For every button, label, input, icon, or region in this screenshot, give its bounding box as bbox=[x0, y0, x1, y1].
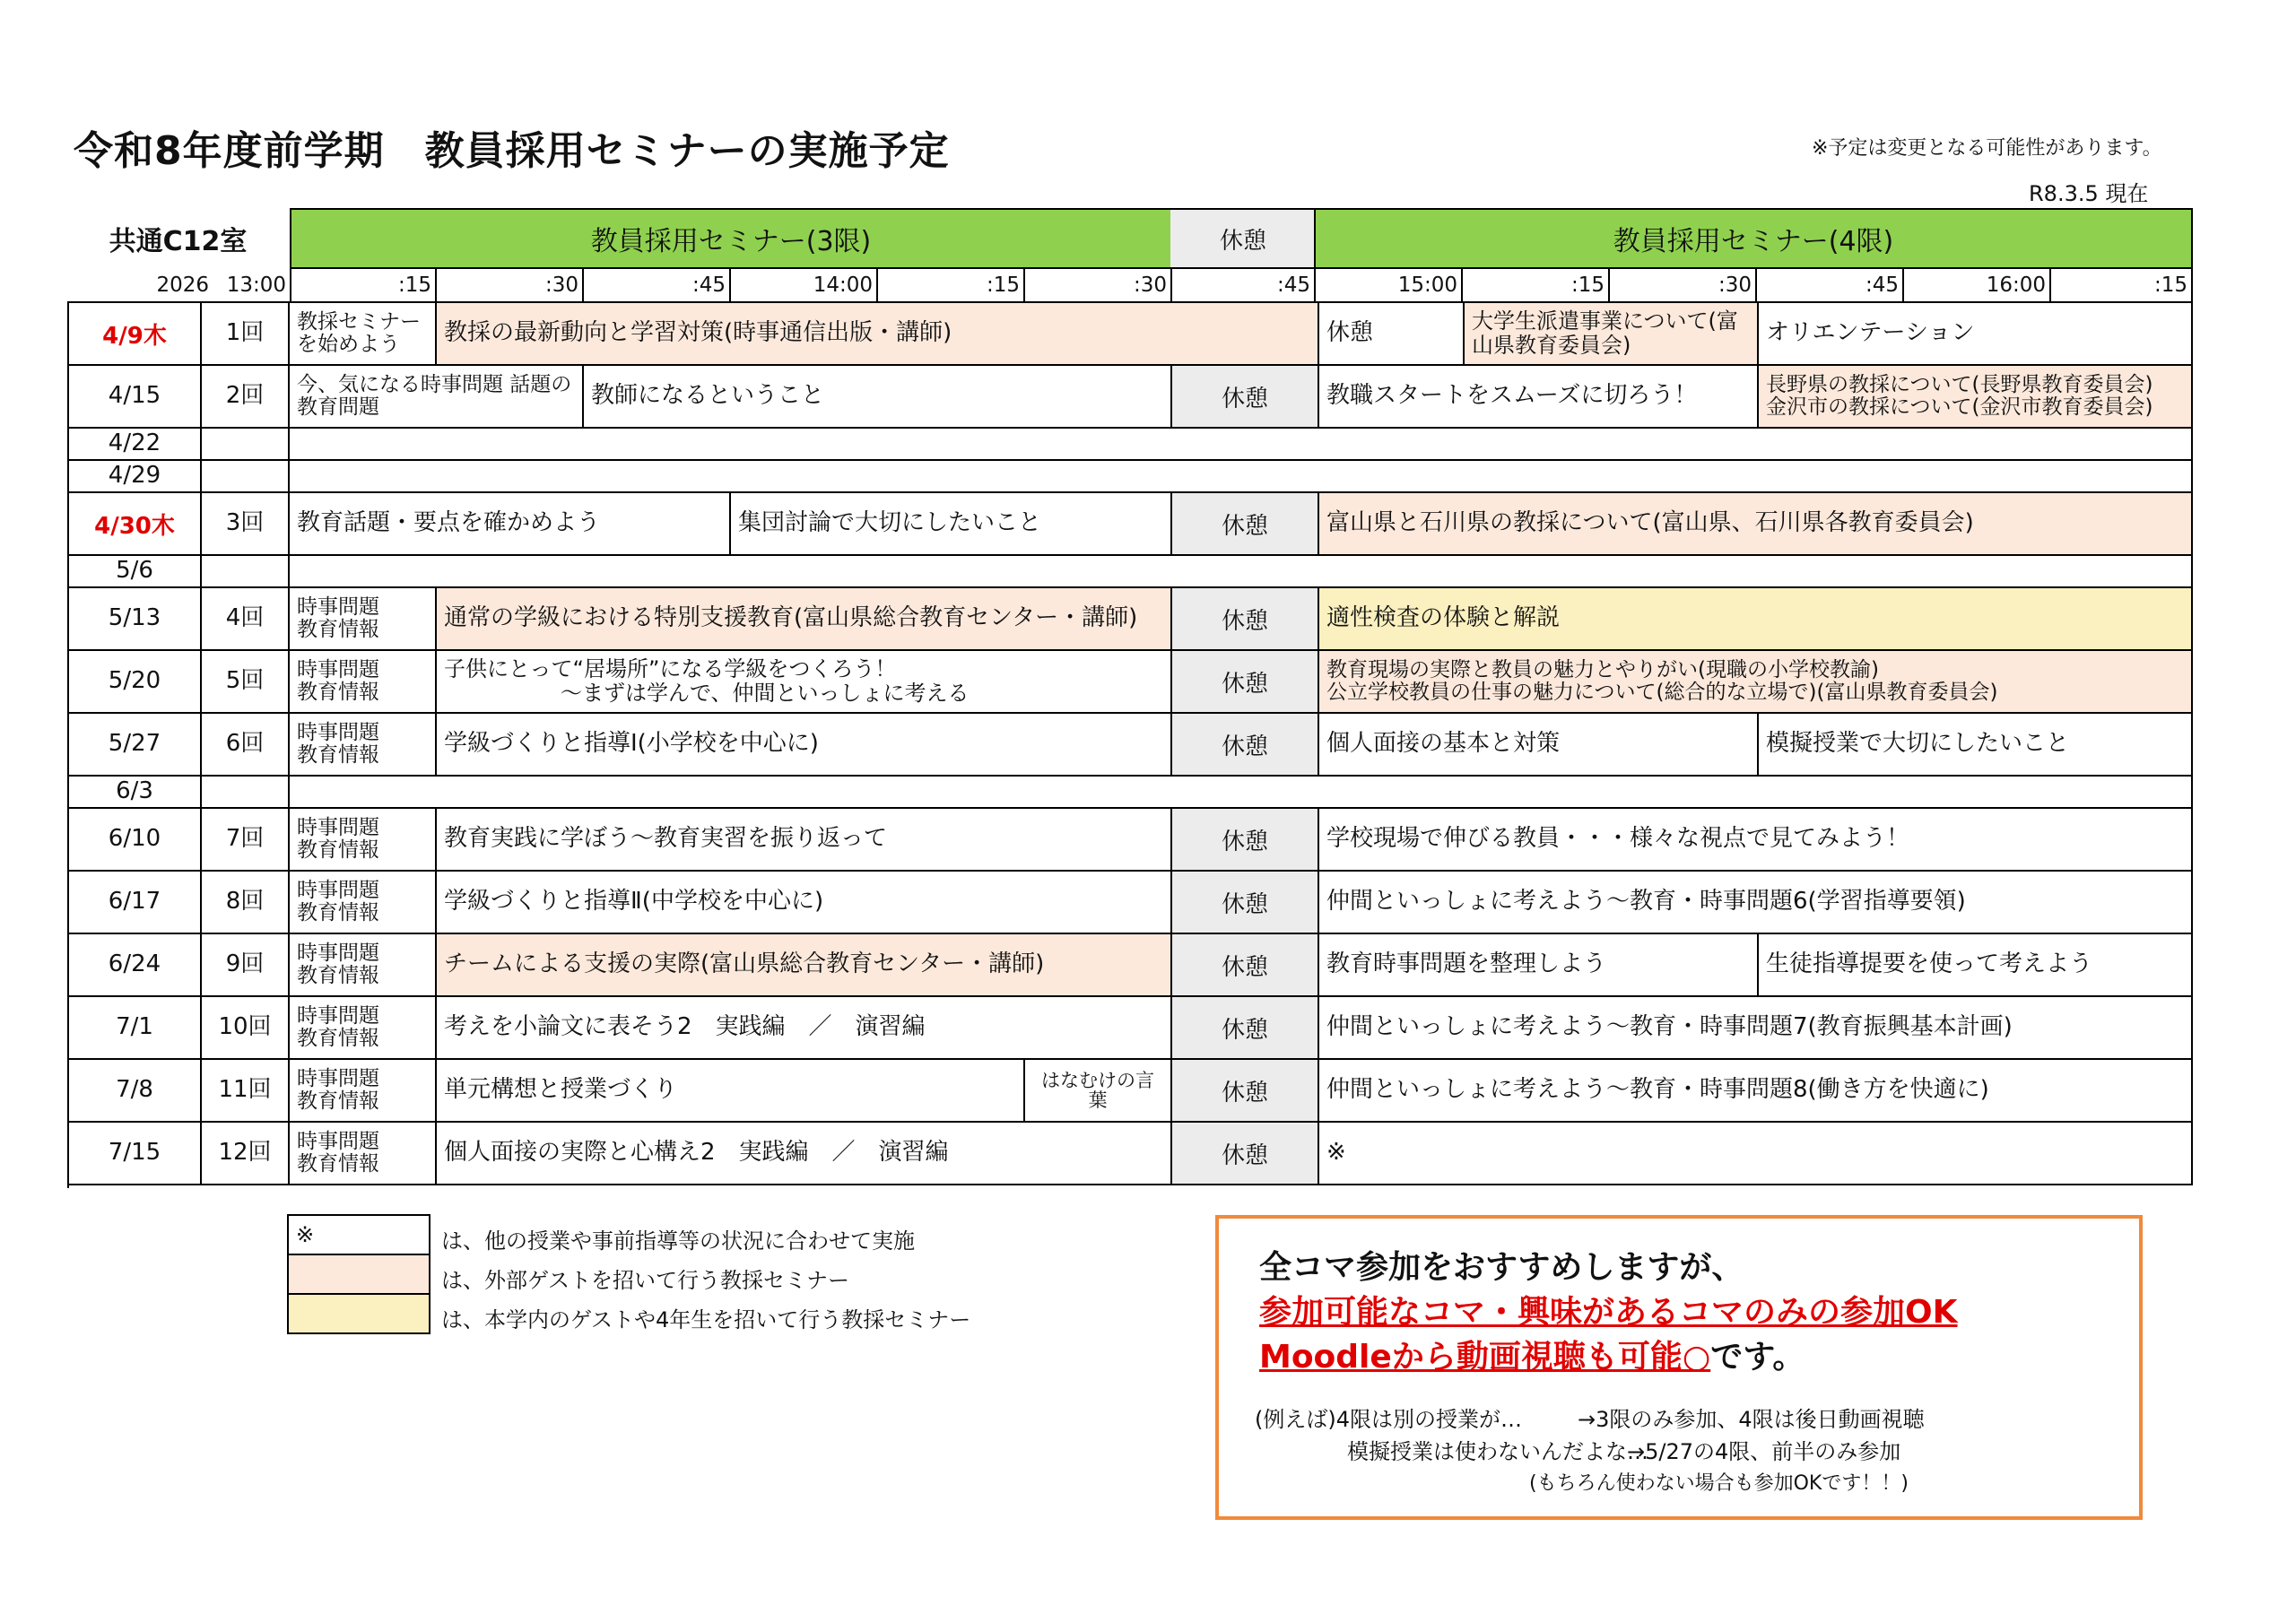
time-tick: :30 bbox=[437, 269, 584, 301]
legend-swatch-external bbox=[287, 1254, 430, 1295]
session-3-cell: 教育話題・要点を確かめよう bbox=[290, 493, 731, 556]
row-date: 7/8 bbox=[69, 1060, 202, 1123]
session-number: 10回 bbox=[202, 997, 290, 1060]
row-date: 6/10 bbox=[69, 809, 202, 872]
time-tick: :30 bbox=[1610, 269, 1757, 301]
session-number: 4回 bbox=[202, 588, 290, 651]
empty-row bbox=[290, 429, 2193, 461]
schedule-body bbox=[67, 301, 2193, 1188]
room-label: 共通C12室 bbox=[109, 226, 248, 257]
session-4-cell: オリエンテーション bbox=[1759, 303, 2193, 366]
promo-line bbox=[1259, 1332, 1805, 1377]
session-3-line: ～まずは学んで、仲間といっしょに考える bbox=[561, 681, 970, 706]
topic-line: 時事問題 bbox=[297, 1004, 379, 1028]
session-number: 2回 bbox=[202, 366, 290, 429]
empty-cell bbox=[202, 556, 290, 588]
row-date: 4/22 bbox=[69, 429, 202, 461]
empty-cell bbox=[202, 777, 290, 809]
row-date: 6/24 bbox=[69, 934, 202, 997]
time-tick: 15:00 bbox=[1316, 269, 1463, 301]
empty-row bbox=[290, 777, 2193, 809]
topic-line: 時事問題 bbox=[297, 721, 379, 745]
row-date: 4/15 bbox=[69, 366, 202, 429]
legend-swatch-internal bbox=[287, 1293, 430, 1334]
time-tick: :45 bbox=[584, 269, 731, 301]
session-number: 7回 bbox=[202, 809, 290, 872]
topic-cell: 今、気になる時事問題 話題の教育問題 bbox=[290, 366, 584, 429]
break-cell: 休憩 bbox=[1172, 872, 1319, 934]
schedule-notice: ※予定は変更となる可能性があります。 bbox=[1812, 137, 2162, 160]
legend-swatch-free: ※ bbox=[287, 1214, 430, 1255]
topic-line: 時事問題 bbox=[297, 816, 379, 840]
time-tick: :15 bbox=[1463, 269, 1610, 301]
session-number: 3回 bbox=[202, 493, 290, 556]
break-cell: 休憩 bbox=[1172, 588, 1319, 651]
time-tick: :30 bbox=[1025, 269, 1172, 301]
empty-cell bbox=[202, 429, 290, 461]
session-3-cell: 教採の最新動向と学習対策(時事通信出版・講師) bbox=[437, 303, 1319, 366]
session-4-cell: 富山県と石川県の教採について(富山県、石川県各教育委員会) bbox=[1319, 493, 2193, 556]
row-date: 4/9木 bbox=[69, 303, 202, 366]
topic-cell bbox=[290, 714, 437, 777]
topic-line: 時事問題 bbox=[297, 658, 379, 682]
topic-line: 教育情報 bbox=[297, 1089, 379, 1113]
session-number: 11回 bbox=[202, 1060, 290, 1123]
break-header: 休憩 bbox=[1170, 208, 1316, 269]
topic-line: 時事問題 bbox=[297, 1067, 379, 1091]
legend-text: は、本学内のゲストや4年生を招いて行う教採セミナー bbox=[441, 1307, 971, 1332]
topic-line: 教育情報 bbox=[297, 1152, 379, 1176]
session-number: 6回 bbox=[202, 714, 290, 777]
page-title: 令和8年度前学期 教員採用セミナーの実施予定 bbox=[74, 128, 950, 174]
topic-cell: 教採セミナーを始めよう bbox=[290, 303, 437, 366]
row-date: 5/6 bbox=[69, 556, 202, 588]
legend-text: は、他の授業や事前指導等の状況に合わせて実施 bbox=[441, 1228, 915, 1254]
session-3-cell: 個人面接の実際と心構え2 実践編 ／ 演習編 bbox=[437, 1123, 1172, 1185]
topic-line: 教育情報 bbox=[297, 618, 379, 641]
participation-notice-box bbox=[1215, 1215, 2143, 1520]
promo-example: 模擬授業は使わないんだよな… bbox=[1347, 1439, 1648, 1464]
promo-line: 全コマ参加をおすすめしますが、 bbox=[1259, 1249, 1744, 1286]
row-date: 5/20 bbox=[69, 651, 202, 714]
block-3-header: 教員採用セミナー(3限) bbox=[290, 208, 1172, 269]
break-cell: 休憩 bbox=[1319, 303, 1465, 366]
session-4-line: 教育現場の実際と教員の魅力とやりがい(現職の小学校教諭) bbox=[1326, 658, 1879, 682]
row-date: 5/13 bbox=[69, 588, 202, 651]
session-4-cell: ※ bbox=[1319, 1123, 2193, 1185]
topic-line: 教育情報 bbox=[297, 901, 379, 924]
break-cell: 休憩 bbox=[1172, 1123, 1319, 1185]
year-label: 2026 bbox=[156, 273, 209, 297]
session-3-cell: チームによる支援の実際(富山県総合教育センター・講師) bbox=[437, 934, 1172, 997]
session-4-cell: 大学生派遣事業について(富山県教育委員会) bbox=[1465, 303, 1759, 366]
session-number: 5回 bbox=[202, 651, 290, 714]
row-date: 6/17 bbox=[69, 872, 202, 934]
session-4-cell: 仲間といっしょに考えよう～教育・時事問題8(働き方を快適に) bbox=[1319, 1060, 2193, 1123]
topic-line: 教育情報 bbox=[297, 964, 379, 987]
topic-cell bbox=[290, 934, 437, 997]
session-number: 8回 bbox=[202, 872, 290, 934]
time-tick: :45 bbox=[1757, 269, 1904, 301]
session-4-cell: 仲間といっしょに考えよう～教育・時事問題7(教育振興基本計画) bbox=[1319, 997, 2193, 1060]
break-cell: 休憩 bbox=[1172, 366, 1319, 429]
session-4-cell: 適性検査の体験と解説 bbox=[1319, 588, 2193, 651]
empty-row bbox=[290, 556, 2193, 588]
session-3-cell: 集団討論で大切にしたいこと bbox=[731, 493, 1172, 556]
empty-row bbox=[290, 461, 2193, 493]
session-3-cell: 単元構想と授業づくり bbox=[437, 1060, 1025, 1123]
time-tick: :15 bbox=[878, 269, 1025, 301]
session-4-cell: 仲間といっしょに考えよう～教育・時事問題6(学習指導要領) bbox=[1319, 872, 2193, 934]
session-3-cell: 学級づくりと指導Ⅱ(中学校を中心に) bbox=[437, 872, 1172, 934]
topic-cell bbox=[290, 1123, 437, 1185]
promo-line-suffix: です。 bbox=[1710, 1339, 1805, 1376]
session-3-cell: 教師になるということ bbox=[584, 366, 1172, 429]
break-cell: 休憩 bbox=[1172, 493, 1319, 556]
topic-cell bbox=[290, 809, 437, 872]
topic-line: 時事問題 bbox=[297, 1130, 379, 1154]
topic-line: 時事問題 bbox=[297, 879, 379, 903]
promo-footnote: (もちろん使わない場合も参加OKです！！) bbox=[1529, 1472, 1909, 1495]
time-tick: :15 bbox=[290, 269, 437, 301]
topic-cell bbox=[290, 997, 437, 1060]
session-3-cell: 通常の学級における特別支援教育(富山県総合教育センター・講師) bbox=[437, 588, 1172, 651]
topic-line: 教育情報 bbox=[297, 743, 379, 767]
session-3-cell bbox=[437, 651, 1172, 714]
break-cell: 休憩 bbox=[1172, 1060, 1319, 1123]
session-3-cell: 教育実践に学ぼう～教育実習を振り返って bbox=[437, 809, 1172, 872]
topic-line: 教育情報 bbox=[297, 1027, 379, 1050]
time-tick: :15 bbox=[2051, 269, 2193, 301]
row-date: 7/15 bbox=[69, 1123, 202, 1185]
time-tick: 14:00 bbox=[731, 269, 878, 301]
time-tick: 16:00 bbox=[1904, 269, 2051, 301]
break-cell: 休憩 bbox=[1172, 651, 1319, 714]
session-4-line: 長野県の教採について(長野県教育委員会) bbox=[1766, 373, 2153, 397]
break-cell: 休憩 bbox=[1172, 809, 1319, 872]
topic-line: 教育情報 bbox=[297, 681, 379, 704]
time-tick: :45 bbox=[1172, 269, 1316, 301]
promo-example: →5/27の4限、前半のみ参加 bbox=[1627, 1439, 1901, 1464]
promo-example: (例えば)4限は別の授業が… bbox=[1255, 1407, 1522, 1432]
session-3-cell: 学級づくりと指導Ⅰ(小学校を中心に) bbox=[437, 714, 1172, 777]
session-4-line: 公立学校教員の仕事の魅力について(総合的な立場で)(富山県教育委員会) bbox=[1326, 681, 1998, 704]
schedule-table bbox=[67, 208, 2193, 1188]
session-4-cell: 模擬授業で大切にしたいこと bbox=[1759, 714, 2193, 777]
legend-text: は、外部ゲストを招いて行う教採セミナー bbox=[441, 1268, 850, 1293]
topic-cell bbox=[290, 872, 437, 934]
row-date: 4/29 bbox=[69, 461, 202, 493]
row-date: 4/30木 bbox=[69, 493, 202, 556]
promo-highlight: Moodleから動画視聴も可能○ bbox=[1259, 1339, 1711, 1376]
topic-cell bbox=[290, 588, 437, 651]
topic-line: 時事問題 bbox=[297, 595, 379, 620]
topic-line: 時事問題 bbox=[297, 942, 379, 966]
session-4-cell: 教育時事問題を整理しよう bbox=[1319, 934, 1759, 997]
row-date: 5/27 bbox=[69, 714, 202, 777]
session-4-cell: 生徒指導提要を使って考えよう bbox=[1759, 934, 2193, 997]
session-3-line: 子供にとって“居場所”になる学級をつくろう！ bbox=[444, 656, 897, 682]
empty-cell bbox=[202, 461, 290, 493]
session-4-cell bbox=[1759, 366, 2193, 429]
topic-cell bbox=[290, 651, 437, 714]
topic-cell bbox=[290, 1060, 437, 1123]
session-4-line: 金沢市の教採について(金沢市教育委員会) bbox=[1766, 395, 2153, 419]
break-cell: 休憩 bbox=[1172, 934, 1319, 997]
session-4-cell: 教職スタートをスムーズに切ろう！ bbox=[1319, 366, 1759, 429]
session-number: 9回 bbox=[202, 934, 290, 997]
break-cell: 休憩 bbox=[1172, 714, 1319, 777]
block-4-header: 教員採用セミナー(4限) bbox=[1314, 208, 2193, 269]
promo-highlight: 参加可能なコマ・興味があるコマのみの参加OK bbox=[1259, 1294, 1958, 1331]
session-4-cell bbox=[1319, 651, 2193, 714]
promo-example: →3限のみ参加、4限は後日動画視聴 bbox=[1578, 1407, 1925, 1432]
session-number: 1回 bbox=[202, 303, 290, 366]
session-4-cell: 学校現場で伸びる教員・・・様々な視点で見てみよう！ bbox=[1319, 809, 2193, 872]
session-3-cell: 考えを小論文に表そう2 実践編 ／ 演習編 bbox=[437, 997, 1172, 1060]
time-tick: 13:00 bbox=[226, 273, 286, 297]
row-date: 6/3 bbox=[69, 777, 202, 809]
session-4-cell: 個人面接の基本と対策 bbox=[1319, 714, 1759, 777]
session-3-cell: はなむけの言葉 bbox=[1025, 1060, 1172, 1123]
as-of-date: R8.3.5 現在 bbox=[2029, 181, 2149, 206]
row-date: 7/1 bbox=[69, 997, 202, 1060]
session-number: 12回 bbox=[202, 1123, 290, 1185]
break-cell: 休憩 bbox=[1172, 997, 1319, 1060]
topic-line: 教育情報 bbox=[297, 838, 379, 862]
